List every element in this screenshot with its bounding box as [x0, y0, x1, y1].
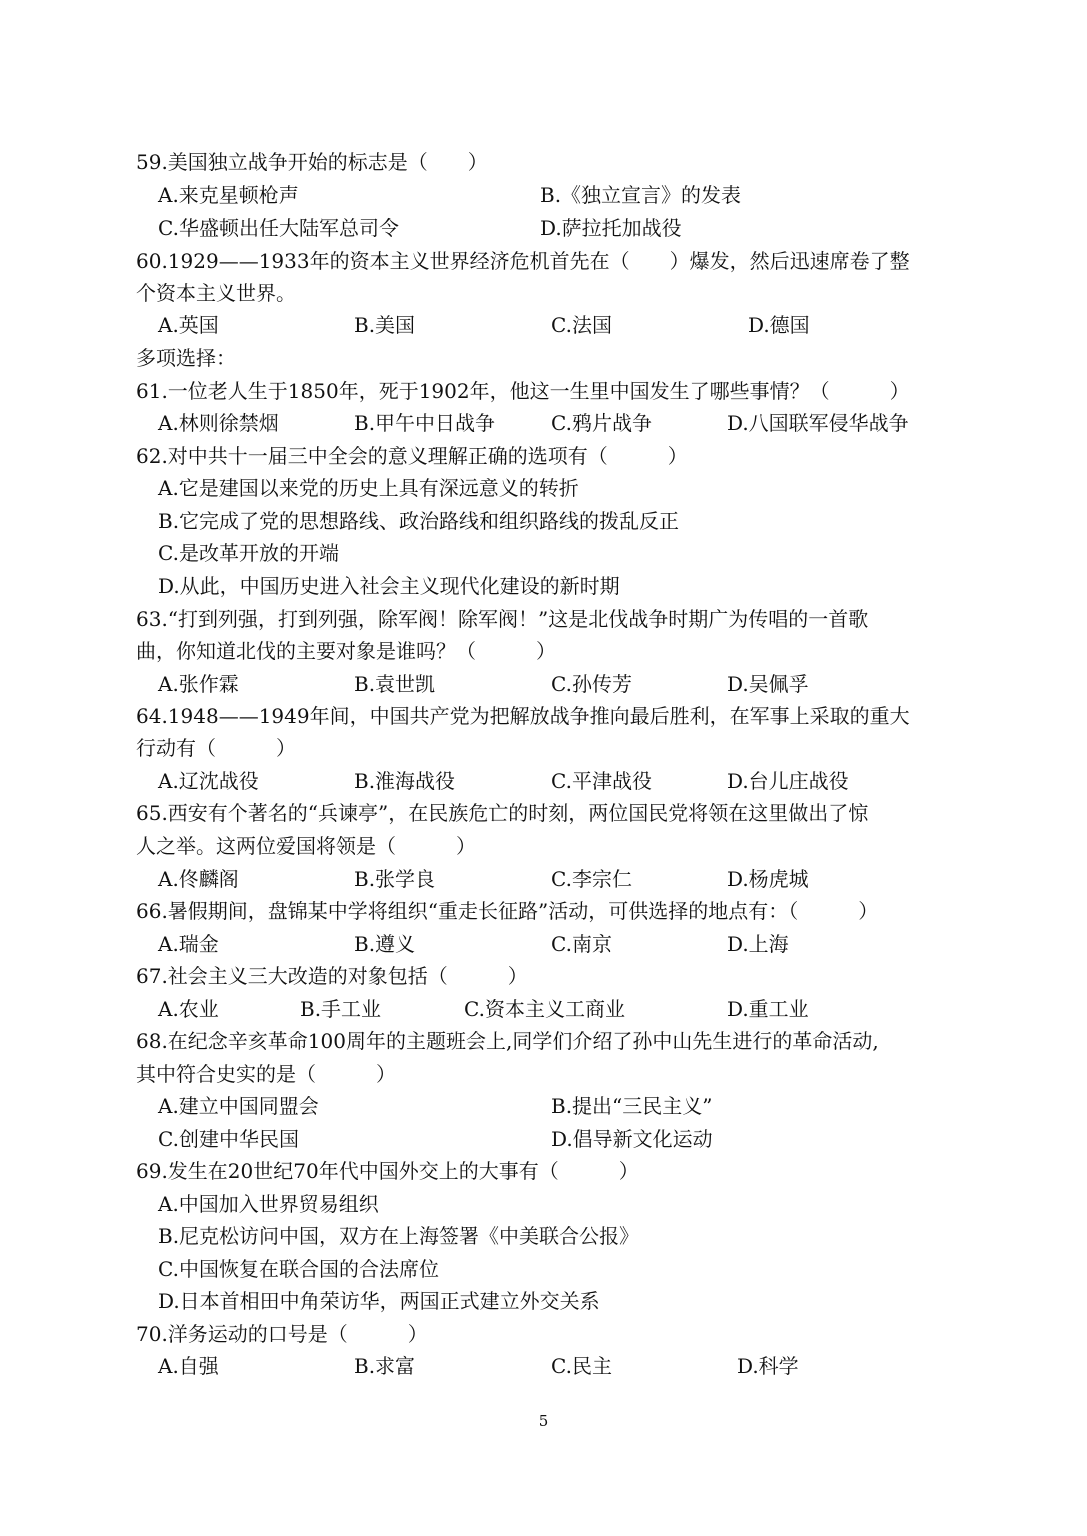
- option-a: A.农业: [158, 997, 219, 1021]
- option-c: C.李宗仁: [551, 867, 632, 891]
- question-69-option-d: D.日本首相田中角荣访华，两国正式建立外交关系: [158, 1289, 600, 1313]
- option-a: A.佟麟阁: [158, 867, 239, 891]
- page-number: 5: [538, 1412, 549, 1430]
- question-67-stem: 67.社会主义三大改造的对象包括（ ）: [136, 964, 528, 988]
- question-63-stem-cont: 曲，你知道北伐的主要对象是谁吗？（ ）: [136, 639, 556, 663]
- option-a: A.林则徐禁烟: [158, 411, 279, 435]
- question-65-stem-cont: 人之举。这两位爱国将领是（ ）: [136, 834, 476, 858]
- question-62-option-c: C.是改革开放的开端: [158, 541, 339, 565]
- question-60-stem: 60.1929——1933年的资本主义世界经济危机首先在（ ）爆发，然后迅速席卷了整: [136, 249, 910, 273]
- option-c: C.平津战役: [551, 769, 652, 793]
- question-68-options-row: [0, 1123, 1087, 1155]
- option-c: C.创建中华民国: [158, 1127, 299, 1151]
- option-d: D.重工业: [727, 997, 809, 1021]
- question-69-option-b: B.尼克松访问中国，双方在上海签署《中美联合公报》: [158, 1224, 640, 1248]
- option-c: C.鸦片战争: [551, 411, 652, 435]
- question-68-options-row: [0, 1090, 1087, 1122]
- option-b: B.遵义: [354, 932, 416, 956]
- option-a: A.建立中国同盟会: [158, 1094, 319, 1118]
- option-d: D.萨拉托加战役: [540, 216, 682, 240]
- option-a: A.张作霖: [158, 672, 239, 696]
- option-c: C.资本主义工商业: [464, 997, 625, 1021]
- question-70-stem: 70.洋务运动的口号是（ ）: [136, 1322, 428, 1346]
- option-d: D.倡导新文化运动: [551, 1127, 713, 1151]
- option-a: A.辽沈战役: [158, 769, 259, 793]
- question-69-option-c: C.中国恢复在联合国的合法席位: [158, 1257, 439, 1281]
- question-59-stem: 59.美国独立战争开始的标志是（ ）: [136, 150, 488, 174]
- section-heading: 多项选择：: [136, 346, 236, 370]
- option-b: B.手工业: [300, 997, 382, 1021]
- option-b: B.张学良: [354, 867, 436, 891]
- option-d: D.德国: [748, 313, 810, 337]
- option-c: C.南京: [551, 932, 612, 956]
- question-69-stem: 69.发生在20世纪70年代中国外交上的大事有（ ）: [136, 1159, 639, 1183]
- option-b: B.提出“三民主义”: [551, 1094, 713, 1118]
- question-60-options-row: [0, 309, 1087, 341]
- question-69-option-a: A.中国加入世界贸易组织: [158, 1192, 379, 1216]
- question-60-stem-cont: 个资本主义世界。: [136, 281, 296, 305]
- option-b: B.甲午中日战争: [354, 411, 496, 435]
- question-65-options-row: [0, 863, 1087, 895]
- option-a: A.来克星顿枪声: [158, 183, 299, 207]
- question-66-stem: 66.暑假期间，盘锦某中学将组织“重走长征路”活动，可供选择的地点有：（ ）: [136, 899, 879, 923]
- option-c: C.法国: [551, 313, 612, 337]
- question-64-stem: 64.1948——1949年间，中国共产党为把解放战争推向最后胜利，在军事上采取的重大: [136, 704, 910, 728]
- option-c: C.华盛顿出任大陆军总司令: [158, 216, 399, 240]
- option-a: A.自强: [158, 1354, 219, 1378]
- option-b: B.美国: [354, 313, 416, 337]
- option-d: D.杨虎城: [727, 867, 809, 891]
- question-68-stem: 68.在纪念辛亥革命100周年的主题班会上,同学们介绍了孙中山先生进行的革命活动,: [136, 1029, 879, 1053]
- question-62-option-b: B.它完成了党的思想路线、政治路线和组织路线的拨乱反正: [158, 509, 680, 533]
- question-64-stem-cont: 行动有（ ）: [136, 736, 296, 760]
- question-68-stem-cont: 其中符合史实的是（ ）: [136, 1062, 396, 1086]
- option-b: B.袁世凯: [354, 672, 436, 696]
- option-c: C.孙传芳: [551, 672, 632, 696]
- question-59-options-row: [0, 212, 1087, 244]
- question-67-options-row: [0, 993, 1087, 1025]
- question-61-stem: 61.一位老人生于1850年，死于1902年，他这一生里中国发生了哪些事情？（ ）: [136, 379, 910, 403]
- question-62-stem: 62.对中共十一届三中全会的意义理解正确的选项有（ ）: [136, 444, 688, 468]
- question-70-options-row: [0, 1350, 1087, 1382]
- question-59-options-row: [0, 179, 1087, 211]
- question-61-options-row: [0, 407, 1087, 439]
- option-b: B.求富: [354, 1354, 416, 1378]
- question-66-options-row: [0, 928, 1087, 960]
- question-62-option-d: D.从此，中国历史进入社会主义现代化建设的新时期: [158, 574, 620, 598]
- option-d: D.科学: [737, 1354, 799, 1378]
- option-d: D.上海: [727, 932, 789, 956]
- question-64-options-row: [0, 765, 1087, 797]
- option-d: D.台儿庄战役: [727, 769, 849, 793]
- option-b: B.《独立宣言》的发表: [540, 183, 742, 207]
- option-b: B.淮海战役: [354, 769, 456, 793]
- question-62-option-a: A.它是建国以来党的历史上具有深远意义的转折: [158, 476, 579, 500]
- option-c: C.民主: [551, 1354, 612, 1378]
- question-65-stem: 65.西安有个著名的“兵谏亭”，在民族危亡的时刻，两位国民党将领在这里做出了惊: [136, 801, 869, 825]
- option-a: A.瑞金: [158, 932, 219, 956]
- option-d: D.吴佩孚: [727, 672, 809, 696]
- option-d: D.八国联军侵华战争: [727, 411, 909, 435]
- option-a: A.英国: [158, 313, 219, 337]
- question-63-options-row: [0, 668, 1087, 700]
- question-63-stem: 63.“打到列强，打到列强，除军阀！除军阀！”这是北伐战争时期广为传唱的一首歌: [136, 607, 869, 631]
